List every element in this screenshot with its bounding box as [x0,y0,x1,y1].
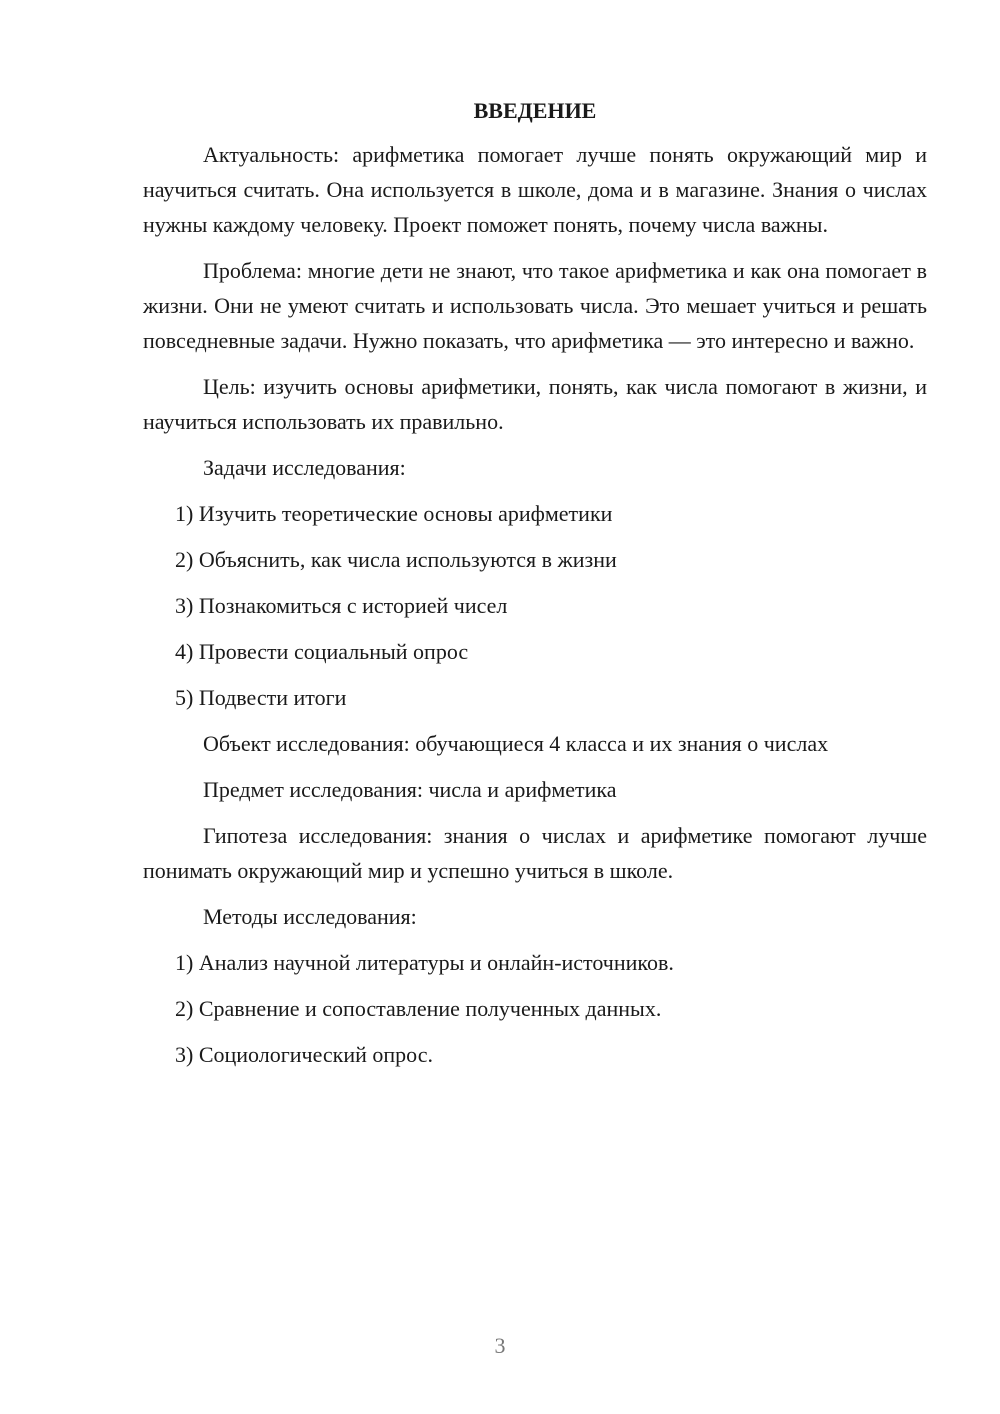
methods-heading: Методы исследования: [203,904,417,929]
method-item: 1) Анализ научной литературы и онлайн-источников. [175,950,674,975]
task-item: 5) Подвести итоги [175,685,347,710]
methods-list [143,945,927,1083]
task-item: 2) Объяснить, как числа используются в жизни [175,547,617,572]
task-item: 1) Изучить теоретические основы арифметики [175,501,613,526]
tasks-list [143,496,927,726]
problem-paragraph: Проблема: многие дети не знают, что такое арифметика и как она помогает в жизни. Они не умеют считать и использовать числа. Это мешает учиться и решать повседневные задачи. Нужно показать, что арифметика — это интересно и важно. [143,258,927,353]
method-item: 3) Социологический опрос. [175,1042,433,1067]
goal-paragraph: Цель: изучить основы арифметики, понять, как числа помогают в жизни, и научиться использовать их правильно. [143,374,927,434]
page-number: 3 [494,1333,506,1358]
page-content [143,96,927,1083]
task-item: 3) Познакомиться с историей чисел [175,593,508,618]
task-item: 4) Провести социальный опрос [175,639,469,664]
relevance-paragraph: Актуальность: арифметика помогает лучше понять окружающий мир и научиться считать. Она используется в школе, дома и в магазине. Знания о числах нужны каждому человеку. Проект поможет понять, почему числа важны. [143,142,927,237]
tasks-heading: Задачи исследования: [203,455,406,480]
subject-paragraph: Предмет исследования: числа и арифметика [203,777,617,802]
method-item: 2) Сравнение и сопоставление полученных данных. [175,996,662,1021]
object-paragraph: Объект исследования: обучающиеся 4 класса и их знания о числах [203,731,829,756]
hypothesis-paragraph: Гипотеза исследования: знания о числах и арифметике помогают лучше понимать окружающий мир и успешно учиться в школе. [143,823,927,883]
section-title: ВВЕДЕНИЕ [473,98,597,123]
